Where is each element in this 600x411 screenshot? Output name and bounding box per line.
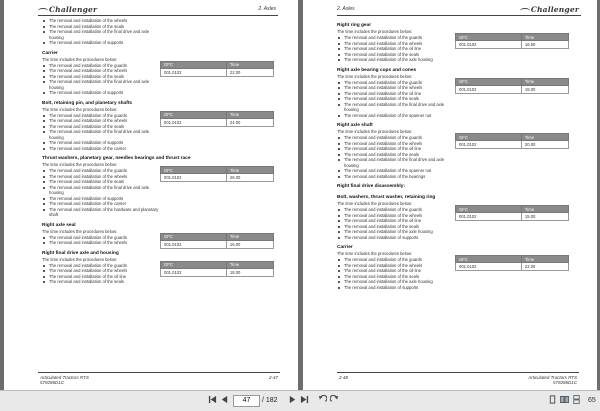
procedure-list-item: The removal and installation of the final drive and axle housing xyxy=(337,102,455,113)
time-value-cell: 15.00 xyxy=(521,213,568,221)
procedure-list-item: The removal and installation of the guards xyxy=(42,235,160,241)
procedure-list-item: The removal and installation of the guards xyxy=(337,135,455,141)
labor-time-table xyxy=(160,261,274,277)
procedure-list-item: The removal and installation of the seals xyxy=(42,74,160,80)
procedure-list xyxy=(42,113,160,152)
procedure-list-item: The removal and installation of the bearings xyxy=(337,174,455,180)
section-title: Right ring gear xyxy=(337,23,372,28)
procedure-section xyxy=(337,245,577,290)
procedure-list-item: The removal and installation of the carrier xyxy=(42,146,160,152)
procedure-list-item: The removal and installation of the guards xyxy=(42,113,160,119)
procedure-list-item: The removal and installation of the final drive and axle housing xyxy=(42,79,160,90)
time-column-header: Time xyxy=(226,233,273,240)
procedure-list-item: The removal and installation of the wheels xyxy=(42,174,160,180)
time-column-header: Time xyxy=(226,61,273,68)
procedure-list-item: The removal and installation of the final drive and axle housing xyxy=(42,29,160,40)
procedure-list-item: The removal and installation of the wheels xyxy=(337,41,455,47)
labor-time-table xyxy=(455,78,569,94)
procedure-list-item: The removal and installation of the oil line xyxy=(337,46,455,52)
next-page-icon[interactable] xyxy=(288,395,297,404)
footer-code: 579286D1C xyxy=(40,380,65,385)
section-title: Right axle seal xyxy=(42,222,76,228)
procedure-list xyxy=(337,207,455,240)
procedure-section xyxy=(337,68,577,119)
procedure-list-item: The removal and installation of the axle housing xyxy=(337,57,455,63)
time-value-cell: 16.50 xyxy=(521,41,568,49)
procedure-list xyxy=(337,257,455,290)
header-rule xyxy=(38,15,278,16)
left-document-page xyxy=(4,0,298,390)
section-title: Bolt, washers, thrust washer, retaining ring xyxy=(337,195,436,200)
chapter-title: 2. Axles xyxy=(258,6,276,12)
gfc-column-header: GFC xyxy=(456,134,522,141)
section-title: Carrier xyxy=(337,245,353,250)
labor-time-table xyxy=(160,233,274,249)
section-intro: The time includes the procedures below: xyxy=(42,256,118,262)
procedure-list-item: The removal and installation of the seals xyxy=(337,52,455,58)
time-value-cell: 18.00 xyxy=(521,85,568,93)
page-footer xyxy=(38,372,280,385)
procedure-list-item: The removal and installation of the seals xyxy=(337,224,455,230)
procedure-list xyxy=(337,80,455,119)
procedure-section xyxy=(337,195,577,240)
procedure-list-item: The removal and installation of the guards xyxy=(42,63,160,69)
procedure-list-item: The removal and installation of the oil line xyxy=(42,274,160,280)
procedure-list-item: The removal and installation of the guards xyxy=(337,35,455,41)
procedure-list xyxy=(42,63,160,96)
procedure-list-item: The removal and installation of supports xyxy=(42,140,160,146)
procedure-list xyxy=(42,263,160,285)
labor-time-table xyxy=(455,33,569,49)
procedure-section xyxy=(42,223,282,246)
section-title: Carrier xyxy=(42,50,58,56)
procedure-list-item: The removal and installation of the spanner nut xyxy=(337,168,455,174)
section-intro: The time includes the procedures below: xyxy=(42,228,118,234)
procedure-list-item: The removal and installation of the spanner nut xyxy=(337,113,455,119)
procedure-section xyxy=(337,184,577,190)
time-column-header: Time xyxy=(521,256,568,263)
time-value-cell: 16.00 xyxy=(226,240,273,248)
zoom-level[interactable]: 65 xyxy=(588,397,596,404)
footer-document-info xyxy=(528,375,577,385)
gfc-code-cell: 001.0102 xyxy=(456,213,522,221)
section-intro: The time includes the procedures below: xyxy=(337,73,413,79)
procedure-list-item: The removal and installation of the guards xyxy=(337,80,455,86)
gfc-column-header: GFC xyxy=(456,34,522,41)
time-value-cell: 20.00 xyxy=(521,141,568,149)
procedure-list-item: The removal and installation of supports xyxy=(42,40,160,46)
procedure-list-item: The removal and installation of the guards xyxy=(42,263,160,269)
time-column-header: Time xyxy=(521,206,568,213)
procedure-list xyxy=(42,168,160,218)
procedure-list-item: The removal and installation of supports xyxy=(337,285,455,291)
procedure-list-item: The removal and installation of the final drive and axle housing xyxy=(42,185,160,196)
procedure-list-item: The removal and installation of the oil line xyxy=(337,146,455,152)
procedure-list-item: The removal and installation of the wheels xyxy=(337,213,455,219)
procedure-section xyxy=(337,23,577,63)
procedure-list-item: The removal and installation of the wheels xyxy=(337,263,455,269)
first-page-icon[interactable] xyxy=(208,395,217,404)
section-intro: The time includes the procedures below: xyxy=(42,56,118,62)
time-column-header: Time xyxy=(226,167,273,174)
section-title: Right final drive disassembly: xyxy=(337,184,405,189)
procedure-list-item: The removal and installation of the wheels xyxy=(42,240,160,246)
labor-time-table xyxy=(455,255,569,271)
labor-time-table xyxy=(160,166,274,182)
single-page-view-icon[interactable] xyxy=(548,395,557,404)
gfc-column-header: GFC xyxy=(161,261,227,268)
gfc-code-cell: 001.0102 xyxy=(456,263,522,271)
gfc-column-header: GFC xyxy=(456,78,522,85)
procedure-list-item: The removal and installation of the carrier xyxy=(42,201,160,207)
page-number-input[interactable]: 47 xyxy=(233,395,260,407)
forward-icon[interactable] xyxy=(330,395,339,404)
procedure-list-item: The removal and installation of the seals xyxy=(42,24,160,30)
right-document-page xyxy=(303,0,597,390)
header-rule xyxy=(337,15,581,16)
procedure-list-item: The removal and installation of the oil line xyxy=(337,218,455,224)
procedure-list-item: The removal and installation of the wheels xyxy=(337,141,455,147)
gfc-code-cell: 001.0102 xyxy=(456,41,522,49)
labor-time-table xyxy=(160,61,274,77)
left-page-content xyxy=(42,18,282,285)
procedure-list-item: The removal and installation of the final drive and axle housing xyxy=(42,129,160,140)
procedure-list-item: The removal and installation of the seals xyxy=(42,179,160,185)
time-value-cell: 26.00 xyxy=(226,174,273,182)
chapter-title: 2. Axles xyxy=(337,6,355,12)
section-title: Right axle bearing cups and cones xyxy=(337,67,417,73)
footer-model: Articulated Tractors RTS xyxy=(40,375,89,380)
procedure-list-item: The removal and installation of the wheels xyxy=(42,118,160,124)
procedure-list-item: The removal and installation of the seals xyxy=(42,279,160,285)
procedure-section xyxy=(42,251,282,285)
challenger-logo: Challenger xyxy=(520,5,579,14)
continued-bullet-list xyxy=(42,18,160,46)
gfc-column-header: GFC xyxy=(456,206,522,213)
section-intro: The time includes the procedures below: xyxy=(337,29,413,34)
gfc-code-cell: 001.0102 xyxy=(161,174,227,182)
procedure-list xyxy=(337,35,455,63)
gfc-code-cell: 001.0102 xyxy=(161,118,227,126)
previous-page-icon[interactable] xyxy=(220,395,229,404)
procedure-list-item: The removal and installation of the seals xyxy=(337,152,455,158)
procedure-list-item: The removal and installation of the wheels xyxy=(337,85,455,91)
continuous-scroll-icon[interactable] xyxy=(572,395,581,404)
time-column-header: Time xyxy=(226,261,273,268)
procedure-list-item: The removal and installation of the seals xyxy=(42,124,160,130)
procedure-list-item: The removal and installation of the oil line xyxy=(337,91,455,97)
procedure-list-item: The removal and installation of the seals xyxy=(337,96,455,102)
gfc-column-header: GFC xyxy=(161,233,227,240)
procedure-list-item: The removal and installation of the final drive and axle housing xyxy=(337,157,455,168)
procedure-section xyxy=(337,123,577,179)
total-pages-label: / 182 xyxy=(262,397,278,404)
section-title: Bolt, retaining pin, and planetary shafts xyxy=(42,100,133,106)
section-intro: The time includes the procedures below: xyxy=(42,162,118,167)
gfc-column-header: GFC xyxy=(456,256,522,263)
gfc-code-cell: 001.0102 xyxy=(456,141,522,149)
time-value-cell: 24.00 xyxy=(226,118,273,126)
footer-model: Articulated Tractors RTS xyxy=(528,375,577,380)
procedure-section xyxy=(42,51,282,96)
procedure-list-item: The removal and installation of supports xyxy=(337,235,455,241)
procedure-list-item: The removal and installation of the seals xyxy=(337,274,455,280)
time-value-cell: 22.00 xyxy=(226,68,273,76)
gfc-column-header: GFC xyxy=(161,167,227,174)
time-column-header: Time xyxy=(521,134,568,141)
section-title: Thrust washers, planetary gear, needles bearings and thrust race xyxy=(42,156,191,161)
challenger-logo: Challenger xyxy=(38,5,97,14)
section-title: Right axle shaft xyxy=(337,123,373,128)
gfc-code-cell: 001.0102 xyxy=(161,240,227,248)
time-column-header: Time xyxy=(226,111,273,118)
gfc-code-cell: 001.0102 xyxy=(161,68,227,76)
pdf-viewer-toolbar xyxy=(0,390,600,411)
gfc-code-cell: 001.0102 xyxy=(456,85,522,93)
time-column-header: Time xyxy=(521,78,568,85)
gfc-column-header: GFC xyxy=(161,61,227,68)
page-number: 2-47 xyxy=(268,375,278,380)
procedure-list-item: The removal and installation of the axle housing xyxy=(337,229,455,235)
procedure-list-item: The removal and installation of the guards xyxy=(337,207,455,213)
labor-time-table xyxy=(160,111,274,127)
gfc-code-cell: 001.0102 xyxy=(161,268,227,276)
time-column-header: Time xyxy=(521,34,568,41)
last-page-icon[interactable] xyxy=(300,395,309,404)
procedure-list-item: The removal and installation of the axle housing xyxy=(337,279,455,285)
section-intro: The time includes the procedures below: xyxy=(42,106,118,112)
footer-document-info xyxy=(40,375,89,385)
section-title: Right final drive axle and housing xyxy=(42,250,119,256)
gfc-column-header: GFC xyxy=(161,111,227,118)
back-icon[interactable] xyxy=(318,395,327,404)
page-number: 2-48 xyxy=(339,375,349,380)
procedure-list xyxy=(337,135,455,179)
procedure-section xyxy=(42,156,282,218)
section-intro: The time includes the procedures below: xyxy=(337,201,413,206)
page-footer xyxy=(337,372,579,385)
section-intro: The time includes the procedures below: xyxy=(337,251,413,256)
procedure-list-item: The removal and installation of the wheels xyxy=(42,18,160,24)
time-value-cell: 22.00 xyxy=(521,263,568,271)
procedure-list-item: The removal and installation of the oil line xyxy=(337,268,455,274)
two-page-view-icon[interactable] xyxy=(560,395,569,404)
procedure-list-item: The removal and installation of supports xyxy=(42,196,160,202)
footer-code: 579286D1C xyxy=(552,380,577,385)
procedure-list-item: The removal and installation of supports xyxy=(42,90,160,96)
procedure-list-item: The removal and installation of the wheels xyxy=(42,268,160,274)
procedure-list-item: The removal and installation of the guards xyxy=(42,168,160,174)
procedure-list-item: The removal and installation of the guards xyxy=(337,257,455,263)
procedure-list-item: The removal and installation of the hardware and planetary shaft xyxy=(42,207,160,218)
procedure-section xyxy=(42,101,282,152)
right-page-content xyxy=(337,18,577,290)
section-intro: The time includes the procedures below: xyxy=(337,129,413,134)
time-value-cell: 18.00 xyxy=(226,268,273,276)
labor-time-table xyxy=(455,205,569,221)
procedure-list-item: The removal and installation of the wheels xyxy=(42,68,160,74)
procedure-list xyxy=(42,235,160,246)
labor-time-table xyxy=(455,133,569,149)
